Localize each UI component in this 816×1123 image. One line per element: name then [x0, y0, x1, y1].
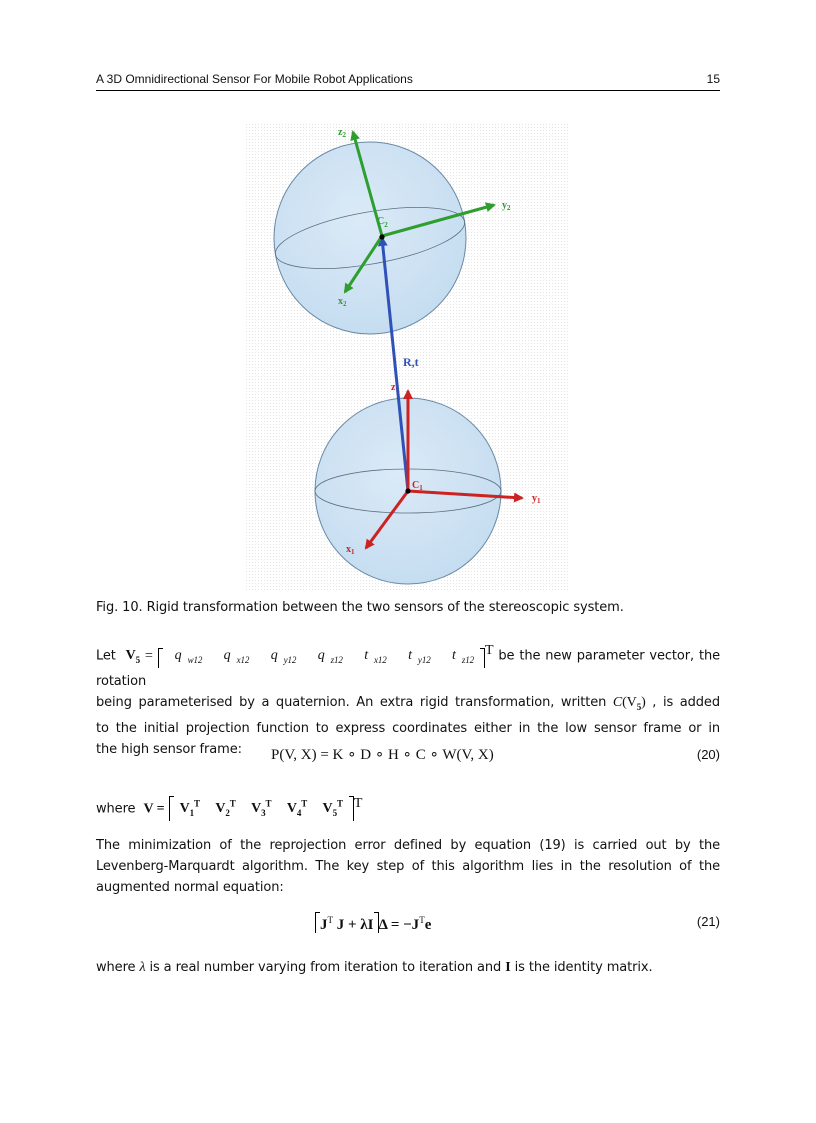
paragraph-lambda: where λ is a real number varying from iteration to iteration and I is the identity matrix.: [96, 960, 653, 975]
equation-20: P(V, X) = K ∘ D ∘ H ∘ C ∘ W(V, X): [271, 747, 494, 763]
c2-center: [379, 234, 384, 239]
label-c2: $C_2$: [377, 216, 388, 229]
label-y2: $y_2$: [502, 200, 511, 212]
label-y1: $y_1$: [532, 493, 541, 505]
where-vector-definition: where $V = V_1^T$ $V_2^T$ $V_3^T$ $V_4^T$ $V_5^T$ $^T$: [96, 793, 720, 821]
equation-21-number: (21): [696, 914, 720, 929]
page-number: 15: [706, 72, 720, 86]
c1-center: [405, 488, 410, 493]
label-c1: $C_1$: [412, 480, 423, 492]
paragraph-parameter-vector: Let $V_5 = q$ $_{w12}$ q $_{x12}$ q $_{y12}$ q $_{z12}$ t $_{x12}$ t $_{y12}$ t $_{z12}^T$ be the new parameter vector, the rotation being parameterised by a quaternion. An extra rigid transformation, written $C(V_5)$ , is added to the initial projection function to express coordinates either in the low sensor frame or in the high sensor frame:: [96, 643, 720, 757]
equation-20-number: (20): [696, 747, 720, 762]
stereo-sensor-figure: [246, 124, 568, 592]
quaternion-vector: q $_{w12}$ q $_{x12}$ q $_{y12}$ q $_{z12}$ t $_{x12}$ t $_{y12}$ t $_{z12}$: [158, 648, 485, 668]
figure-caption: Fig. 10. Rigid transformation between the two sensors of the stereoscopic system.: [96, 600, 624, 615]
header-title: A 3D Omnidirectional Sensor For Mobile Robot Applications: [96, 72, 413, 86]
label-x1: $x_1$: [346, 544, 355, 556]
label-z1: $z_1$: [391, 382, 399, 394]
paragraph-minimization: The minimization of the reprojection error defined by equation (19) is carried out by the Levenberg-Marquardt algorithm. The key step of this algorithm lies in the resolution of the augmented normal equation:: [96, 838, 720, 895]
label-rt: R,t: [403, 355, 419, 369]
label-z2: $z_2$: [338, 127, 346, 139]
equation-21: $J^T$ J + λI $\Delta = -J^Te$: [315, 912, 431, 934]
label-x2: $x_2$: [338, 296, 347, 308]
running-header: [96, 72, 720, 91]
stacked-vector: $V_1^T$ $V_2^T$ $V_3^T$ $V_4^T$ $V_5^T$: [169, 796, 354, 821]
